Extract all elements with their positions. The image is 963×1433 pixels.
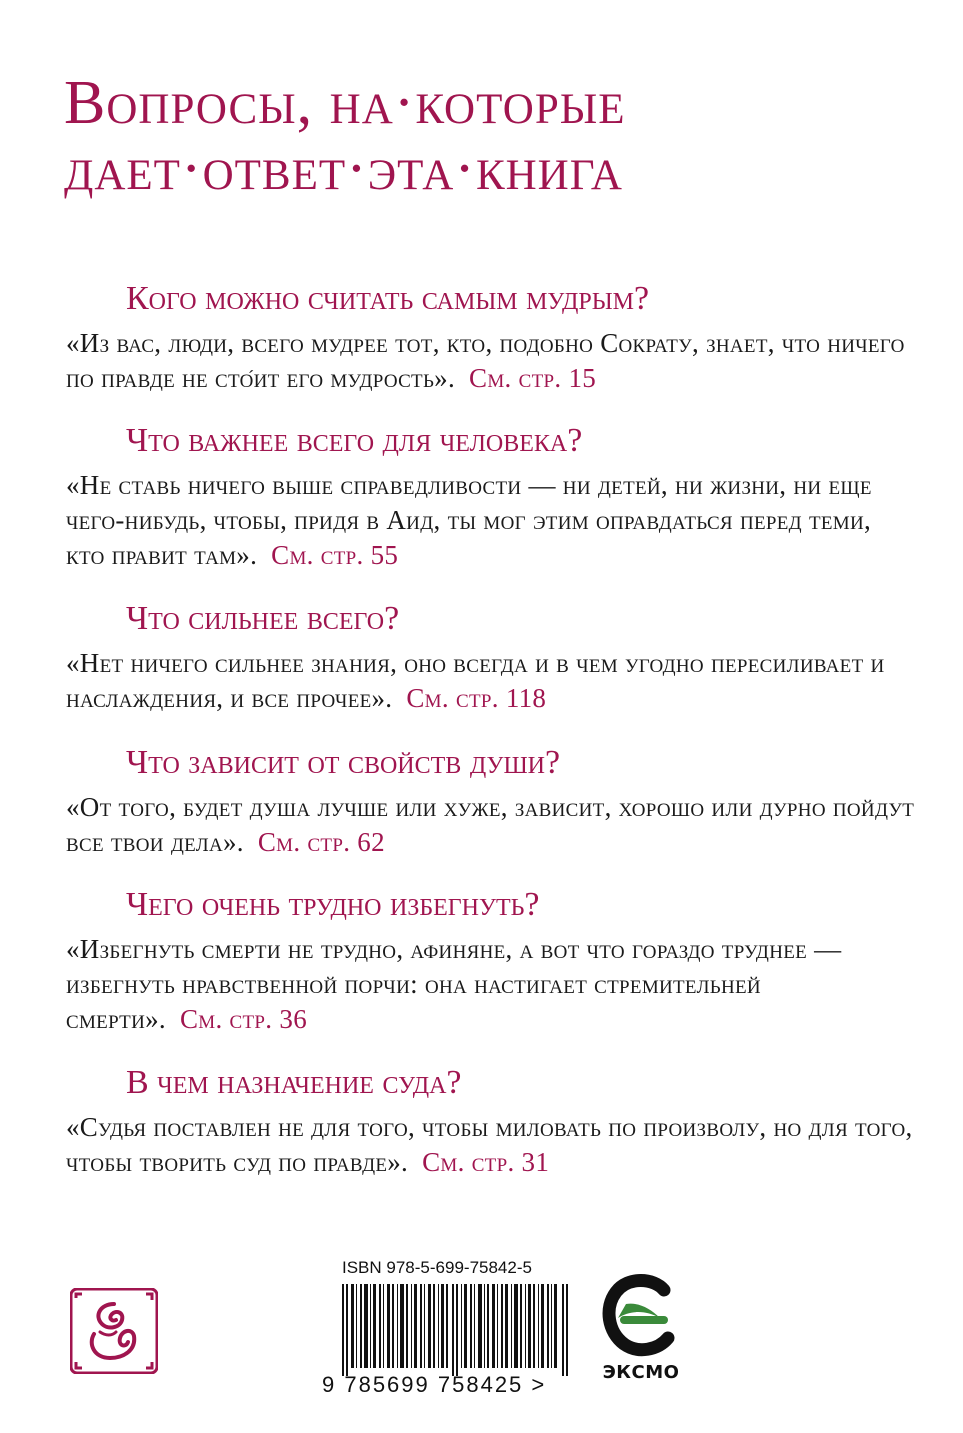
page-reference: См. стр. 118 [406,683,547,713]
answer-text: «Избегнуть смерти не трудно, афиняне, а вот что гораздо труднее — избегнуть нравственной порчи: она настигает стремительней смерти». [66,934,842,1034]
question: Что сильнее всего? [126,600,400,637]
answer-text: «Судья поставлен не для того, чтобы миловать по произволу, но для того, чтобы творить суд по правде». [66,1112,913,1177]
page-title [64,70,924,202]
qa-block [66,278,916,396]
page-reference: См. стр. 62 [257,827,385,857]
publisher-name: ЭКСМО [602,1362,680,1383]
answer-text: «Из вас, люди, всего мудрее тот, кто, подобно Сократу, знает, что ничего по правде не сто́ит его мудрость». [66,328,905,393]
question: Что важнее всего для человека? [126,422,583,459]
question: Кого можно считать самым мудрым? [126,280,650,317]
page-reference: См. стр. 55 [271,540,399,570]
answer [66,326,916,396]
answer [66,790,916,860]
qa-block [66,884,916,1037]
isbn-label: ISBN 978-5-699-75842-5 [342,1258,532,1277]
rose-emblem-icon [70,1288,158,1374]
barcode [322,1258,572,1398]
answer [66,932,916,1037]
eksmo-logo-icon [598,1274,684,1360]
qa-block [66,598,916,716]
answer-text: «От того, будет душа лучше или хуже, зависит, хорошо или дурно пойдут все твои дела». [66,792,915,857]
answer-text: «Не ставь ничего выше справедливости — ни детей, ни жизни, ни еще чего-нибудь, чтобы, придя в Аид, ты мог этим оправдаться перед теми, кто правит там». [66,470,872,570]
page-reference: См. стр. 36 [179,1004,308,1034]
answer-text: «Нет ничего сильнее знания, оно всегда и в чем угодно пересиливает и наслаждения, и все прочее». [66,648,885,713]
publisher-logo [598,1274,684,1392]
page-reference: См. стр. 31 [422,1147,550,1177]
qa-block [66,1062,916,1180]
question: Что зависит от свойств души? [126,744,561,781]
question: Чего очень трудно избегнуть? [126,886,540,923]
question: В чем назначение суда? [126,1064,462,1101]
page-reference: См. стр. 15 [469,363,597,393]
qa-block [66,742,916,860]
barcode-digits: 9 785699 758425 > [322,1372,547,1397]
answer [66,646,916,716]
barcode-bars [342,1284,572,1376]
answer [66,468,916,573]
title-line-1: Вопросы, на·которые [64,69,626,137]
qa-block [66,420,916,573]
answer [66,1110,916,1180]
title-line-2: дает·ответ·эта·книга [64,135,623,203]
